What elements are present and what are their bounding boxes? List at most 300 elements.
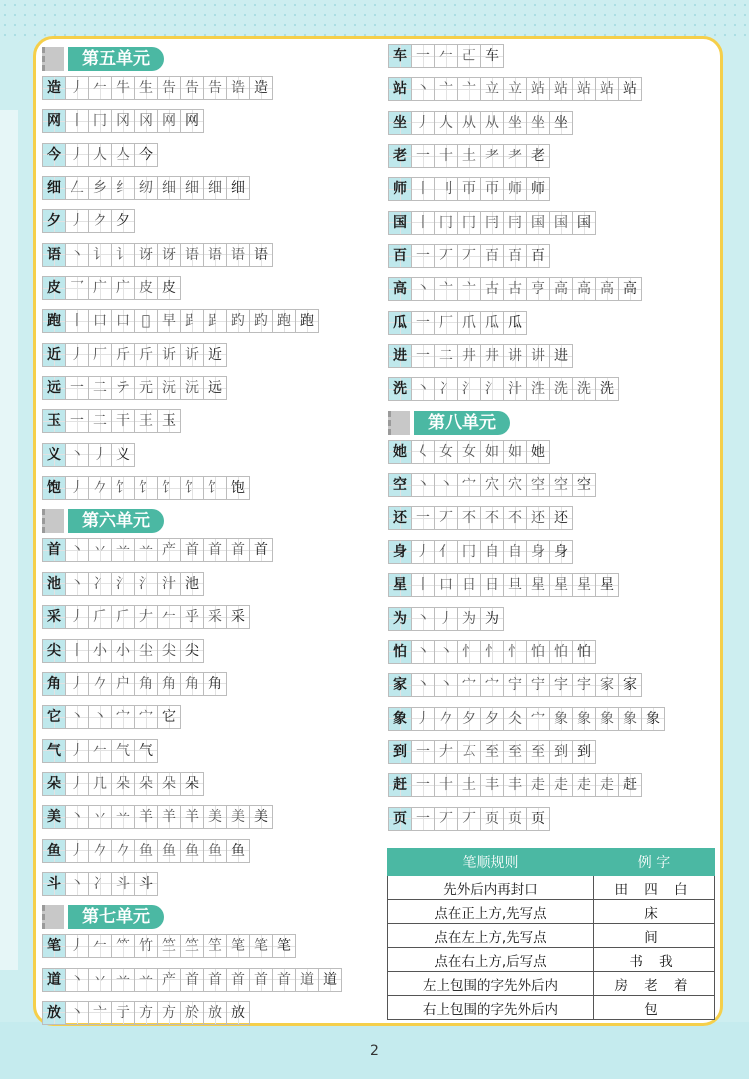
stroke-step-cell: 丶: [65, 443, 89, 467]
stroke-step-cell: 讠: [111, 243, 135, 267]
char-row: [42, 839, 341, 863]
stroke-step-cell: 首: [203, 968, 227, 992]
stroke-step-cell: 竺: [180, 934, 204, 958]
stroke-step-cell: 她: [526, 440, 550, 464]
stroke-step-cell: 古: [503, 277, 527, 301]
character-cell: 首: [42, 538, 66, 562]
stroke-step-cell: 冃: [480, 211, 504, 235]
char-row: [42, 1001, 341, 1025]
stroke-step-cell: 皮: [157, 276, 181, 300]
character-cell: 网: [42, 109, 66, 133]
stroke-step-cell: 从: [480, 111, 504, 135]
stroke-step-cell: 朵: [134, 772, 158, 796]
stroke-step-cell: 亻: [434, 540, 458, 564]
character-cell: 到: [388, 740, 412, 764]
stroke-step-cell: 立: [503, 77, 527, 101]
stroke-step-cell: 亠: [88, 1001, 112, 1025]
stroke-step-cell: 丿: [65, 76, 89, 100]
stroke-step-cell: 日: [480, 573, 504, 597]
stroke-step-cell: 站: [572, 77, 596, 101]
stroke-step-cell: 丶: [65, 572, 89, 596]
stroke-step-cell: 忄: [480, 640, 504, 664]
stroke-step-cell: 首: [180, 968, 204, 992]
stroke-step-cell: 宀: [480, 673, 504, 697]
stroke-step-cell: 𠂊: [88, 476, 112, 500]
character-cell: 饱: [42, 476, 66, 500]
stroke-step-cell: 乛: [65, 276, 89, 300]
stroke-step-cell: 女: [457, 440, 481, 464]
stroke-step-cell: 耂: [503, 144, 527, 168]
stroke-step-cell: 网: [157, 109, 181, 133]
table-row: [388, 996, 715, 1020]
stroke-step-cell: 䒑: [111, 538, 135, 562]
stroke-step-cell: 朵: [157, 772, 181, 796]
stroke-step-cell: 丨: [411, 573, 435, 597]
unit-heading: [42, 47, 341, 71]
stroke-step-cell: 站: [595, 77, 619, 101]
stroke-step-cell: 洗: [595, 377, 619, 401]
character-cell: 采: [42, 605, 66, 629]
stroke-step-cell: 丶: [65, 705, 89, 729]
stroke-step-cell: 冫: [88, 572, 112, 596]
rule-example: 田 四 白: [594, 876, 715, 900]
stroke-step-cell: 首: [203, 538, 227, 562]
stroke-step-cell: 一: [411, 773, 435, 797]
stroke-step-cell: 宀: [457, 673, 481, 697]
stroke-step-cell: 星: [549, 573, 573, 597]
stroke-step-cell: 丶: [65, 968, 89, 992]
right-column: [388, 44, 664, 840]
character-cell: 笔: [42, 934, 66, 958]
stroke-step-cell: 宀: [134, 705, 158, 729]
stroke-step-cell: 乡: [88, 176, 112, 200]
stroke-step-cell: 𠂊: [111, 839, 135, 863]
stroke-step-cell: 户: [111, 672, 135, 696]
char-row: [42, 538, 341, 562]
stroke-step-cell: 丿: [411, 540, 435, 564]
character-cell: 放: [42, 1001, 66, 1025]
stroke-step-cell: 尖: [180, 639, 204, 663]
stroke-step-cell: 丿: [65, 772, 89, 796]
stroke-step-cell: 百: [480, 244, 504, 268]
stroke-step-cell: 到: [549, 740, 573, 764]
character-cell: 国: [388, 211, 412, 235]
stroke-step-cell: 产: [157, 968, 181, 992]
char-row: [42, 176, 341, 200]
stroke-step-cell: 丆: [434, 244, 458, 268]
char-row: [42, 805, 341, 829]
stroke-step-cell: 丿: [411, 111, 435, 135]
stroke-step-cell: 汁: [157, 572, 181, 596]
unit-heading: [42, 905, 341, 929]
char-row: [42, 772, 341, 796]
char-row: [42, 443, 341, 467]
left-column: [42, 44, 341, 1034]
stroke-step-cell: 冈: [111, 109, 135, 133]
stroke-step-cell: 丶: [65, 1001, 89, 1025]
stroke-step-cell: 人: [434, 111, 458, 135]
char-row: [388, 640, 664, 664]
stroke-step-cell: 自: [503, 540, 527, 564]
stroke-step-cell: 首: [226, 968, 250, 992]
stroke-step-cell: 斗: [111, 872, 135, 896]
stroke-step-cell: 还: [526, 506, 550, 530]
stroke-step-cell: 𠂇: [434, 740, 458, 764]
stroke-step-cell: 二: [88, 376, 112, 400]
stroke-step-cell: 丶: [411, 377, 435, 401]
stroke-step-cell: 宇: [572, 673, 596, 697]
stroke-step-cell: 放: [203, 1001, 227, 1025]
stroke-step-cell: 䒑: [111, 968, 135, 992]
char-row: [388, 244, 664, 268]
stroke-step-cell: 讲: [526, 344, 550, 368]
char-row: [42, 76, 341, 100]
stroke-step-cell: 於: [180, 1001, 204, 1025]
character-cell: 角: [42, 672, 66, 696]
stroke-step-cell: 老: [526, 144, 550, 168]
char-row: [388, 277, 664, 301]
stroke-step-cell: 为: [480, 607, 504, 631]
stroke-step-cell: 羊: [180, 805, 204, 829]
char-row: [388, 773, 664, 797]
stroke-step-cell: 空: [572, 473, 596, 497]
stroke-step-cell: 笔: [249, 934, 273, 958]
stroke-step-cell: 丿: [65, 209, 89, 233]
stroke-step-cell: 口: [88, 309, 112, 333]
stroke-step-cell: 首: [180, 538, 204, 562]
stroke-step-cell: 丿: [434, 607, 458, 631]
stroke-step-cell: 瓜: [480, 311, 504, 335]
stroke-step-cell: 至: [526, 740, 550, 764]
stroke-step-cell: 冃: [503, 211, 527, 235]
char-row: [42, 309, 341, 333]
stroke-step-cell: 𠀀: [457, 44, 481, 68]
stroke-step-cell: 身: [526, 540, 550, 564]
rule-text: 点在左上方,先写点: [388, 924, 594, 948]
unit-heading-tab: [42, 905, 64, 929]
stroke-step-cell: 丿: [65, 605, 89, 629]
stroke-step-cell: 人: [88, 143, 112, 167]
stroke-step-cell: 方: [157, 1001, 181, 1025]
stroke-step-cell: 丨: [65, 109, 89, 133]
stroke-step-cell: 不: [480, 506, 504, 530]
stroke-step-cell: 冫: [88, 872, 112, 896]
character-cell: 百: [388, 244, 412, 268]
character-cell: 空: [388, 473, 412, 497]
stroke-step-cell: 讠: [88, 243, 112, 267]
stroke-step-cell: 饣: [134, 476, 158, 500]
stroke-step-cell: 朵: [111, 772, 135, 796]
stroke-step-cell: 冂: [88, 109, 112, 133]
stroke-step-cell: 告: [203, 76, 227, 100]
stroke-step-cell: 十: [434, 773, 458, 797]
rule-example: 书 我: [594, 948, 715, 972]
stroke-step-cell: 走: [595, 773, 619, 797]
stroke-step-cell: 丆: [434, 807, 458, 831]
char-row: [42, 968, 341, 992]
unit-heading: [388, 411, 664, 435]
char-row: [388, 673, 664, 697]
stroke-step-cell: 丶: [65, 872, 89, 896]
character-cell: 跑: [42, 309, 66, 333]
stroke-step-cell: 进: [549, 344, 573, 368]
character-cell: 造: [42, 76, 66, 100]
stroke-step-cell: 如: [480, 440, 504, 464]
stroke-step-cell: 亠: [457, 277, 481, 301]
stroke-step-cell: 丶: [411, 640, 435, 664]
stroke-step-cell: 页: [480, 807, 504, 831]
char-row: [388, 740, 664, 764]
stroke-step-cell: 细: [157, 176, 181, 200]
stroke-step-cell: 𧾷: [180, 309, 204, 333]
stroke-step-cell: 宀: [111, 705, 135, 729]
stroke-step-cell: 语: [180, 243, 204, 267]
page-number: 2: [370, 1043, 379, 1059]
stroke-step-cell: 亨: [526, 277, 550, 301]
stroke-step-cell: 不: [457, 506, 481, 530]
character-cell: 斗: [42, 872, 66, 896]
character-cell: 师: [388, 177, 412, 201]
stroke-step-cell: 𠂉: [88, 739, 112, 763]
stroke-step-cell: 一: [65, 409, 89, 433]
unit-heading-tab: [42, 47, 64, 71]
char-row: [42, 476, 341, 500]
stroke-step-cell: 网: [180, 109, 204, 133]
stroke-step-cell: 告: [180, 76, 204, 100]
char-row: [42, 243, 341, 267]
char-row: [42, 872, 341, 896]
stroke-step-cell: 页: [503, 807, 527, 831]
stroke-step-cell: 宀: [526, 707, 550, 731]
stroke-step-cell: 首: [272, 968, 296, 992]
stroke-step-cell: 亠: [434, 277, 458, 301]
stroke-step-cell: ⺮: [111, 934, 135, 958]
stroke-step-cell: 方: [134, 1001, 158, 1025]
stroke-step-cell: 走: [549, 773, 573, 797]
stroke-step-cell: 𠂊: [88, 672, 112, 696]
stroke-step-cell: 美: [249, 805, 273, 829]
stroke-step-cell: 气: [134, 739, 158, 763]
stroke-step-cell: 丶: [411, 473, 435, 497]
stroke-step-cell: 丨: [411, 177, 435, 201]
char-row: [388, 311, 664, 335]
stroke-step-cell: 丿: [411, 707, 435, 731]
unit-heading-tab: [42, 509, 64, 533]
stroke-step-cell: 丶: [65, 243, 89, 267]
stroke-step-cell: 玉: [157, 409, 181, 433]
stroke-step-cell: 笁: [203, 934, 227, 958]
character-cell: 为: [388, 607, 412, 631]
stroke-step-cell: 井: [480, 344, 504, 368]
stroke-step-cell: 鱼: [203, 839, 227, 863]
stroke-step-cell: 国: [526, 211, 550, 235]
stroke-step-cell: 国: [549, 211, 573, 235]
stroke-step-cell: 𡿨: [411, 440, 435, 464]
stroke-step-cell: 䜣: [180, 343, 204, 367]
character-cell: 还: [388, 506, 412, 530]
stroke-step-cell: 站: [526, 77, 550, 101]
rule-example: 床: [594, 900, 715, 924]
unit-title: 第六单元: [68, 509, 164, 533]
character-cell: 站: [388, 77, 412, 101]
stroke-step-cell: 竺: [157, 934, 181, 958]
stroke-step-cell: 冂: [457, 540, 481, 564]
stroke-step-cell: 道: [318, 968, 342, 992]
stroke-step-cell: 丰: [503, 773, 527, 797]
char-row: [388, 77, 664, 101]
stroke-step-cell: 斤: [134, 343, 158, 367]
table-row: [388, 972, 715, 996]
stroke-step-cell: 今: [134, 143, 158, 167]
character-cell: 义: [42, 443, 66, 467]
stroke-step-cell: 远: [203, 376, 227, 400]
stroke-step-cell: 象: [641, 707, 665, 731]
stroke-step-cell: 饣: [111, 476, 135, 500]
stroke-step-cell: 高: [595, 277, 619, 301]
character-cell: 玉: [42, 409, 66, 433]
stroke-step-cell: ク: [88, 209, 112, 233]
stroke-step-cell: 如: [503, 440, 527, 464]
unit-title: 第七单元: [68, 905, 164, 929]
stroke-step-cell: 亠: [457, 77, 481, 101]
stroke-step-cell: 干: [111, 409, 135, 433]
character-cell: 老: [388, 144, 412, 168]
char-row: [388, 573, 664, 597]
stroke-step-cell: 丰: [480, 773, 504, 797]
stroke-step-cell: 亠: [434, 77, 458, 101]
character-cell: 夕: [42, 209, 66, 233]
stroke-step-cell: 穴: [480, 473, 504, 497]
stroke-step-cell: 采: [203, 605, 227, 629]
stroke-step-cell: 丨: [411, 211, 435, 235]
stroke-step-cell: 亍: [111, 1001, 135, 1025]
stroke-step-cell: 冂: [457, 211, 481, 235]
char-row: [388, 440, 664, 464]
char-row: [42, 376, 341, 400]
stroke-step-cell: 一: [411, 44, 435, 68]
stroke-step-cell: 刂: [434, 177, 458, 201]
rule-text: 右上包围的字先外后内: [388, 996, 594, 1020]
stroke-step-cell: 不: [503, 506, 527, 530]
stroke-step-cell: 仌: [503, 707, 527, 731]
stroke-step-cell: 帀: [457, 177, 481, 201]
stroke-step-cell: テ: [111, 376, 135, 400]
stroke-step-cell: 乎: [180, 605, 204, 629]
stroke-step-cell: 丆: [434, 506, 458, 530]
stroke-step-cell: 一: [411, 740, 435, 764]
stroke-step-cell: 宁: [526, 673, 550, 697]
stroke-step-cell: 象: [572, 707, 596, 731]
stroke-step-cell: 义: [111, 443, 135, 467]
table-row: [388, 900, 715, 924]
character-cell: 气: [42, 739, 66, 763]
stroke-step-cell: 跑: [272, 309, 296, 333]
stroke-step-cell: 亼: [111, 143, 135, 167]
stroke-step-cell: 坐: [526, 111, 550, 135]
rule-text: 点在右上方,后写点: [388, 948, 594, 972]
stroke-step-cell: 一: [65, 376, 89, 400]
stroke-step-cell: 羊: [134, 805, 158, 829]
char-row: [42, 109, 341, 133]
stroke-step-cell: 到: [572, 740, 596, 764]
stroke-step-cell: 早: [157, 309, 181, 333]
side-strip: [0, 110, 18, 970]
char-row: [388, 607, 664, 631]
stroke-step-cell: 夕: [480, 707, 504, 731]
stroke-step-cell: 宀: [457, 473, 481, 497]
char-row: [42, 276, 341, 300]
table-row: [388, 924, 715, 948]
stroke-step-cell: 饣: [157, 476, 181, 500]
character-cell: 朵: [42, 772, 66, 796]
stroke-step-cell: 丶: [434, 640, 458, 664]
stroke-step-cell: 二: [88, 409, 112, 433]
stroke-step-cell: 一: [411, 344, 435, 368]
stroke-step-cell: 口: [434, 573, 458, 597]
stroke-step-cell: 语: [249, 243, 273, 267]
stroke-step-cell: 造: [249, 76, 273, 100]
stroke-step-cell: 沅: [180, 376, 204, 400]
stroke-step-cell: 百: [526, 244, 550, 268]
stroke-step-cell: 笔: [272, 934, 296, 958]
stroke-step-cell: 讶: [134, 243, 158, 267]
stroke-step-cell: 𠂉: [88, 934, 112, 958]
character-cell: 家: [388, 673, 412, 697]
character-cell: 星: [388, 573, 412, 597]
rules-header-example: 例 字: [594, 849, 715, 876]
character-cell: 她: [388, 440, 412, 464]
stroke-step-cell: 王: [134, 409, 158, 433]
stroke-step-cell: 冂: [434, 211, 458, 235]
stroke-step-cell: 十: [434, 144, 458, 168]
stroke-step-cell: 冈: [134, 109, 158, 133]
character-cell: 尖: [42, 639, 66, 663]
stroke-step-cell: 洗: [549, 377, 573, 401]
stroke-step-cell: 师: [526, 177, 550, 201]
char-row: [42, 934, 341, 958]
stroke-step-cell: 角: [134, 672, 158, 696]
stroke-step-cell: 斗: [134, 872, 158, 896]
stroke-step-cell: 口: [111, 309, 135, 333]
character-cell: 池: [42, 572, 66, 596]
stroke-step-cell: 自: [480, 540, 504, 564]
char-row: [42, 705, 341, 729]
stroke-step-cell: 还: [549, 506, 573, 530]
table-row: [388, 876, 715, 900]
char-row: [388, 344, 664, 368]
stroke-step-cell: 近: [203, 343, 227, 367]
char-row: [388, 473, 664, 497]
stroke-step-cell: 厂: [434, 311, 458, 335]
stroke-step-cell: 小: [111, 639, 135, 663]
stroke-step-cell: 皮: [134, 276, 158, 300]
stroke-step-cell: 丿: [65, 739, 89, 763]
stroke-step-cell: 𠂊: [434, 707, 458, 731]
stroke-step-cell: 丶: [411, 607, 435, 631]
stroke-step-cell: 笔: [226, 934, 250, 958]
stroke-step-cell: 走: [572, 773, 596, 797]
unit-heading-tab: [388, 411, 410, 435]
stroke-step-cell: 土: [457, 773, 481, 797]
stroke-step-cell: 一: [411, 144, 435, 168]
stroke-step-cell: 宁: [503, 673, 527, 697]
char-row: [42, 605, 341, 629]
rule-example: 房 老 着: [594, 972, 715, 996]
stroke-step-cell: 鱼: [134, 839, 158, 863]
stroke-step-cell: 耂: [480, 144, 504, 168]
stroke-step-cell: 瓜: [503, 311, 527, 335]
stroke-step-cell: 夕: [457, 707, 481, 731]
